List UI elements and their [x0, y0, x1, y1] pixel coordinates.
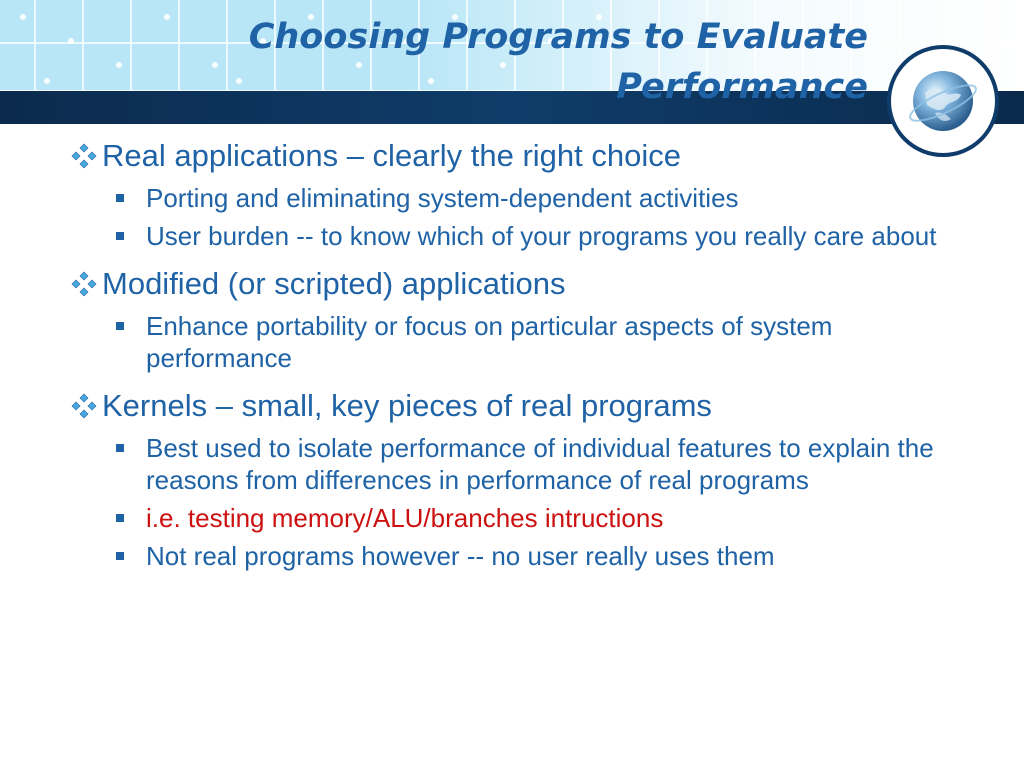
- sub-bullet-item: [102, 432, 960, 496]
- bullet-item: [60, 266, 960, 374]
- square-bullet-icon: [116, 444, 124, 452]
- sub-bullet-text: User burden -- to know which of your programs you really care about: [146, 221, 937, 251]
- bullet-list: [60, 138, 960, 572]
- square-bullet-icon: [116, 552, 124, 560]
- sub-bullet-item: [102, 220, 960, 252]
- sub-bullet-text: Enhance portability or focus on particular aspects of system performance: [146, 311, 833, 373]
- diamond-bullet-icon: [70, 270, 98, 298]
- sub-bullet-item-highlighted: [102, 502, 960, 534]
- square-bullet-icon: [116, 322, 124, 330]
- sub-bullet-text: Best used to isolate performance of individual features to explain the reasons from differences in performance of real programs: [146, 433, 934, 495]
- sub-bullet-list: [102, 310, 960, 374]
- grid-dot: [44, 78, 50, 84]
- globe-icon: [905, 63, 981, 139]
- sub-bullet-text: Not real programs however -- no user really uses them: [146, 541, 775, 571]
- bullet-item: [60, 388, 960, 572]
- grid-dot: [20, 14, 26, 20]
- square-bullet-icon: [116, 194, 124, 202]
- sub-bullet-text: Porting and eliminating system-dependent activities: [146, 183, 739, 213]
- square-bullet-icon: [116, 232, 124, 240]
- grid-dot: [68, 38, 74, 44]
- sub-bullet-item: [102, 540, 960, 572]
- bullet-text: Real applications – clearly the right choice: [102, 138, 681, 173]
- diamond-bullet-icon: [70, 142, 98, 170]
- bullet-text: Modified (or scripted) applications: [102, 266, 566, 301]
- sub-bullet-list: [102, 182, 960, 252]
- diamond-bullet-icon: [70, 392, 98, 420]
- header-band: [0, 0, 1024, 124]
- bullet-item: [60, 138, 960, 252]
- sub-bullet-item: [102, 182, 960, 214]
- slide-title: Choosing Programs to Evaluate Performance: [248, 17, 868, 107]
- sub-bullet-text: i.e. testing memory/ALU/branches intructions: [146, 503, 664, 533]
- grid-dot: [116, 62, 122, 68]
- bullet-text: Kernels – small, key pieces of real programs: [102, 388, 712, 423]
- sub-bullet-item: [102, 310, 960, 374]
- sub-bullet-list: [102, 432, 960, 572]
- square-bullet-icon: [116, 514, 124, 522]
